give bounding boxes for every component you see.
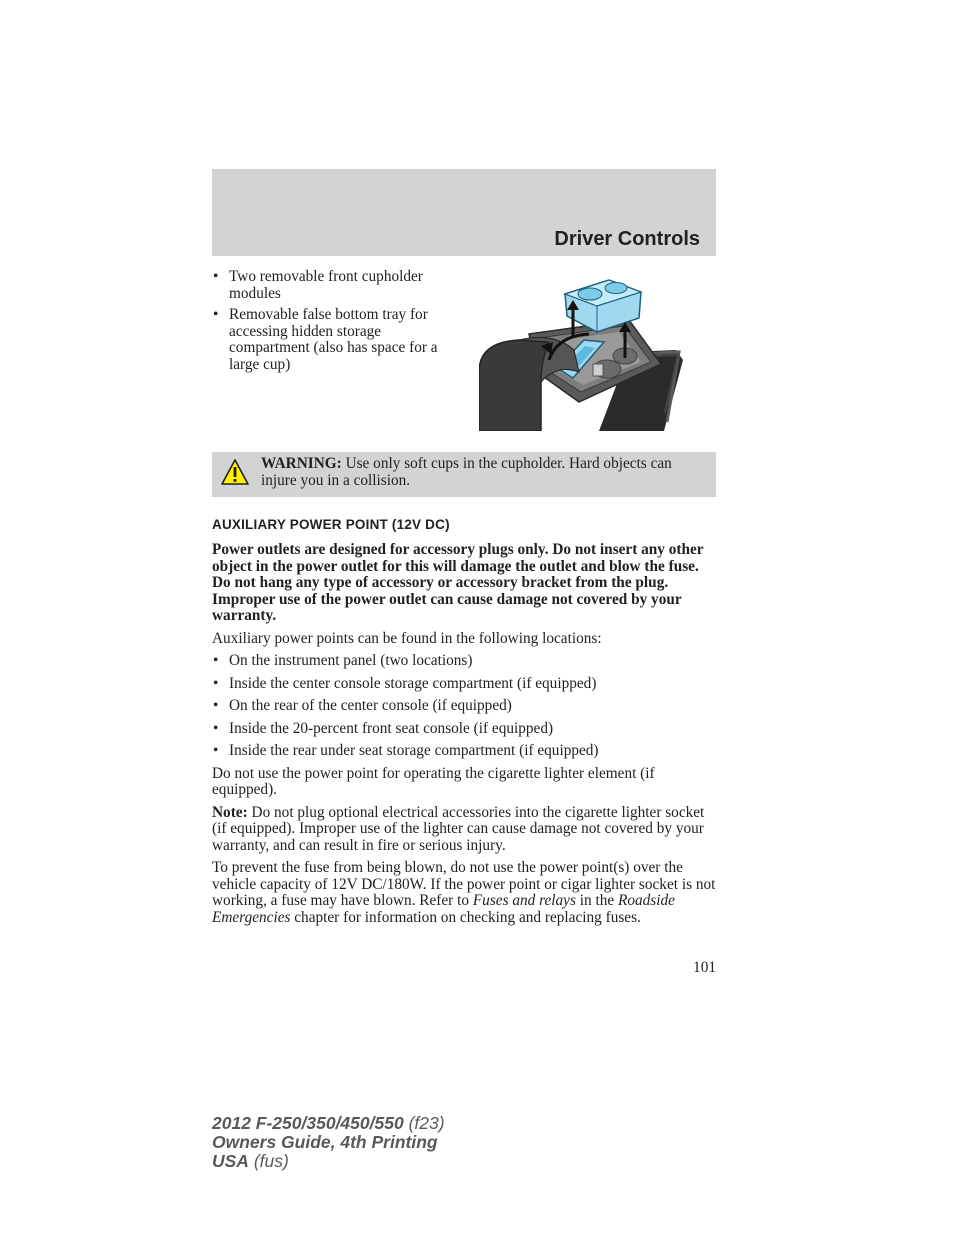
note-text: Do not plug optional electrical accessories into the cigarette lighter socket (if equipped). Improper use of the lighter can cause damage not covered by your warranty, and can result in fire or serious injury. — [212, 803, 705, 854]
fuse-paragraph — [212, 860, 716, 926]
bullet-glyph: • — [213, 306, 219, 323]
footer-line-3 — [212, 1152, 445, 1171]
list-item — [212, 743, 716, 760]
list-item-text: On the rear of the center console (if equipped) — [229, 697, 512, 714]
roadside-emergencies-reference: Roadside Emergencies — [212, 892, 675, 926]
list-item-text: Two removable front cupholder modules — [229, 268, 423, 302]
footer-line-2 — [212, 1133, 445, 1152]
list-item — [212, 307, 462, 373]
bullet-glyph: • — [213, 697, 219, 714]
warning-message: Use only soft cups in the cupholder. Hard objects can injure you in a collision. — [261, 455, 672, 489]
document-footer — [212, 1114, 445, 1171]
footer-model: 2012 F-250/350/450/550 — [212, 1113, 404, 1133]
list-item-text: Inside the center console storage compartment (if equipped) — [229, 674, 597, 692]
list-item — [212, 269, 462, 302]
fuse-text-2: in the — [579, 892, 615, 909]
list-item — [212, 698, 716, 715]
center-console-cupholder-illustration — [479, 272, 683, 431]
footer-guide: Owners Guide, 4th Printing — [212, 1132, 438, 1152]
page-number: 101 — [693, 959, 716, 976]
fuse-text-1: To prevent the fuse from being blown, do not use the power point(s) over the vehicle capacity of 12V DC/180W. If the power point or cigar lighter socket is not working, a fuse may have blown. Refer to — [212, 859, 716, 909]
bullet-glyph: • — [213, 674, 219, 692]
bullet-glyph: • — [213, 719, 219, 737]
lighter-paragraph: Do not use the power point for operating the cigarette lighter element (if equipped). — [212, 764, 655, 798]
intro-paragraph: Auxiliary power points can be found in the following locations: — [212, 629, 602, 647]
locations-list — [212, 653, 716, 760]
note-label: Note: — [212, 803, 248, 821]
caution-paragraph: Power outlets are designed for accessory plugs only. Do not insert any other object in the power outlet for this will damage the outlet and blow the fuse. Do not hang any type of accessory or accessory bracket from the plug. Improper use of the power outlet can cause damage not covered by your warranty. — [212, 541, 704, 624]
list-item-text: Inside the rear under seat storage compartment (if equipped) — [229, 742, 599, 759]
footer-market: USA — [212, 1151, 249, 1171]
list-item-text: Removable false bottom tray for accessing hidden storage compartment (also has space for a large cup) — [229, 306, 438, 373]
warning-label: WARNING: — [261, 455, 342, 472]
feature-list — [212, 269, 462, 378]
footer-market-code: (fus) — [253, 1151, 289, 1171]
fuse-text-3: chapter for information on checking and replacing fuses. — [294, 908, 641, 926]
section-heading: AUXILIARY POWER POINT (12V DC) — [212, 517, 450, 532]
list-item — [212, 721, 716, 738]
warning-box — [212, 452, 716, 497]
list-item-text: Inside the 20-percent front seat console (if equipped) — [229, 719, 554, 737]
fuses-and-relays-reference: Fuses and relays — [472, 892, 576, 909]
footer-model-code: (f23) — [408, 1113, 445, 1133]
bullet-glyph: • — [213, 742, 219, 759]
footer-line-1 — [212, 1114, 445, 1133]
list-item-text: On the instrument panel (two locations) — [229, 652, 473, 669]
bullet-glyph: • — [213, 652, 219, 669]
section-body — [212, 542, 716, 932]
bullet-glyph: • — [213, 268, 219, 285]
note-paragraph — [212, 805, 716, 855]
header-band — [212, 169, 716, 256]
section-title: Driver Controls — [554, 228, 700, 250]
warning-text — [261, 456, 706, 489]
warning-triangle-icon — [221, 458, 249, 486]
list-item — [212, 676, 716, 693]
list-item — [212, 653, 716, 670]
